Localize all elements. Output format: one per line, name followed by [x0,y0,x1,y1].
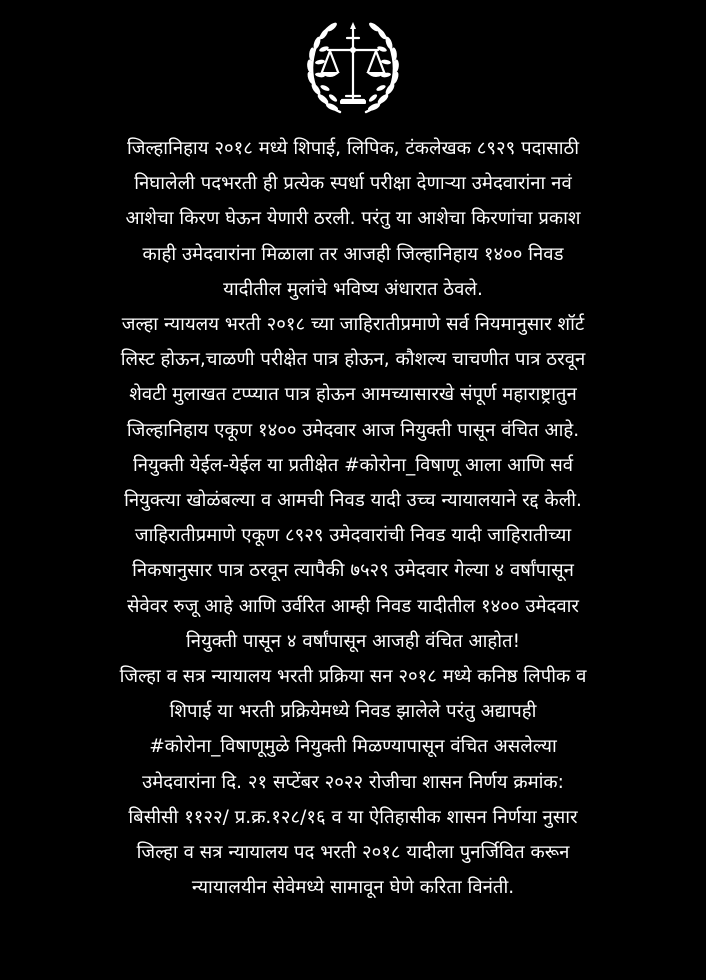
notice-line: न्यायालयीन सेवेमध्ये सामावून घेणे करिता विनंती. [191,877,515,899]
notice-line: जाहिरातीप्रमाणे एकूण ८९२९ उमेदवारांची निवड यादी जाहिरातीच्या [134,525,572,547]
notice-line: #कोरोना_विषाणूमुळे नियुक्ती मिळण्यापासून वंचित असलेल्या [149,736,557,758]
notice-text-block [14,131,692,905]
notice-line: आशेचा किरण घेऊन येणारी ठरली. परंतु या आशेचा किरणांचा प्रकाश [125,208,581,230]
notice-line: यादीतील मुलांचे भविष्य अंधारात ठेवले. [223,278,483,300]
notice-line: जिल्हा व सत्र न्यायालय भरती प्रक्रिया सन २०१८ मध्ये कनिष्ठ लिपीक व [119,666,587,688]
scales-of-justice-laurel-emblem-icon [298,14,408,124]
notice-line: जल्हा न्यायलय भरती २०१८ च्या जाहिरातीप्रमाणे सर्व नियमानुसार शॉर्ट [121,314,585,336]
notice-line: जिल्हानिहाय २०१८ मध्ये शिपाई, लिपिक, टंकलेखक ८९२९ पदासाठी [126,138,580,159]
notice-line: शिपाई या भरती प्रक्रियेमध्ये निवड झालेले परंतु अद्यापही [169,701,537,723]
notice-line: उमेदवारांना दि. २१ सप्टेंबर २०२२ रोजीचा शासन निर्णय क्रमांक: [142,771,564,793]
notice-line: नियुक्त्या खोळंबल्या व आमची निवड यादी उच्च न्यायालयाने रद्द केली. [124,490,582,512]
notice-line: लिस्ट होऊन,चाळणी परीक्षेत पात्र होऊन, कौशल्य चाचणीत पात्र ठरवून [120,349,586,371]
notice-line: जिल्हानिहाय एकूण १४०० उमेदवार आज नियुक्ती पासून वंचित आहे. [126,419,580,441]
notice-line: शेवटी मुलाखत टप्प्यात पात्र होऊन आमच्यासारखे संपूर्ण महाराष्ट्रातुन [129,384,577,406]
notice-line: निकषानुसार पात्र ठरवून त्यापैकी ७५२९ उमेदवार गेल्या ४ वर्षांपासून [132,560,574,582]
notice-line: बिसीसी ११२२/ प्र.क्र.१२८/१६ व या ऐतिहासीक शासन निर्णया नुसार [128,806,578,828]
notice-line: जिल्हा व सत्र न्यायालय पद भरती २०१८ यादीला पुनर्जिवित करून [136,842,570,864]
notice-line: नियुक्ती पासून ४ वर्षांपासून आजही वंचित आहोत! [186,630,520,652]
notice-line: नियुक्ती येईल-येईल या प्रतीक्षेत #कोरोना_विषाणू आला आणि सर्व [132,454,573,476]
notice-line: निघालेली पदभरती ही प्रत्येक स्पर्धा परीक्षा देणाऱ्या उमेदवारांना नवं [134,173,572,195]
notice-line: काही उमेदवारांना मिळाला तर आजही जिल्हानिहाय १४०० निवड [142,243,564,265]
notice-line: सेवेवर रुजू आहे आणि उर्वरित आम्ही निवड यादीतील १४०० उमेदवार [126,595,579,617]
